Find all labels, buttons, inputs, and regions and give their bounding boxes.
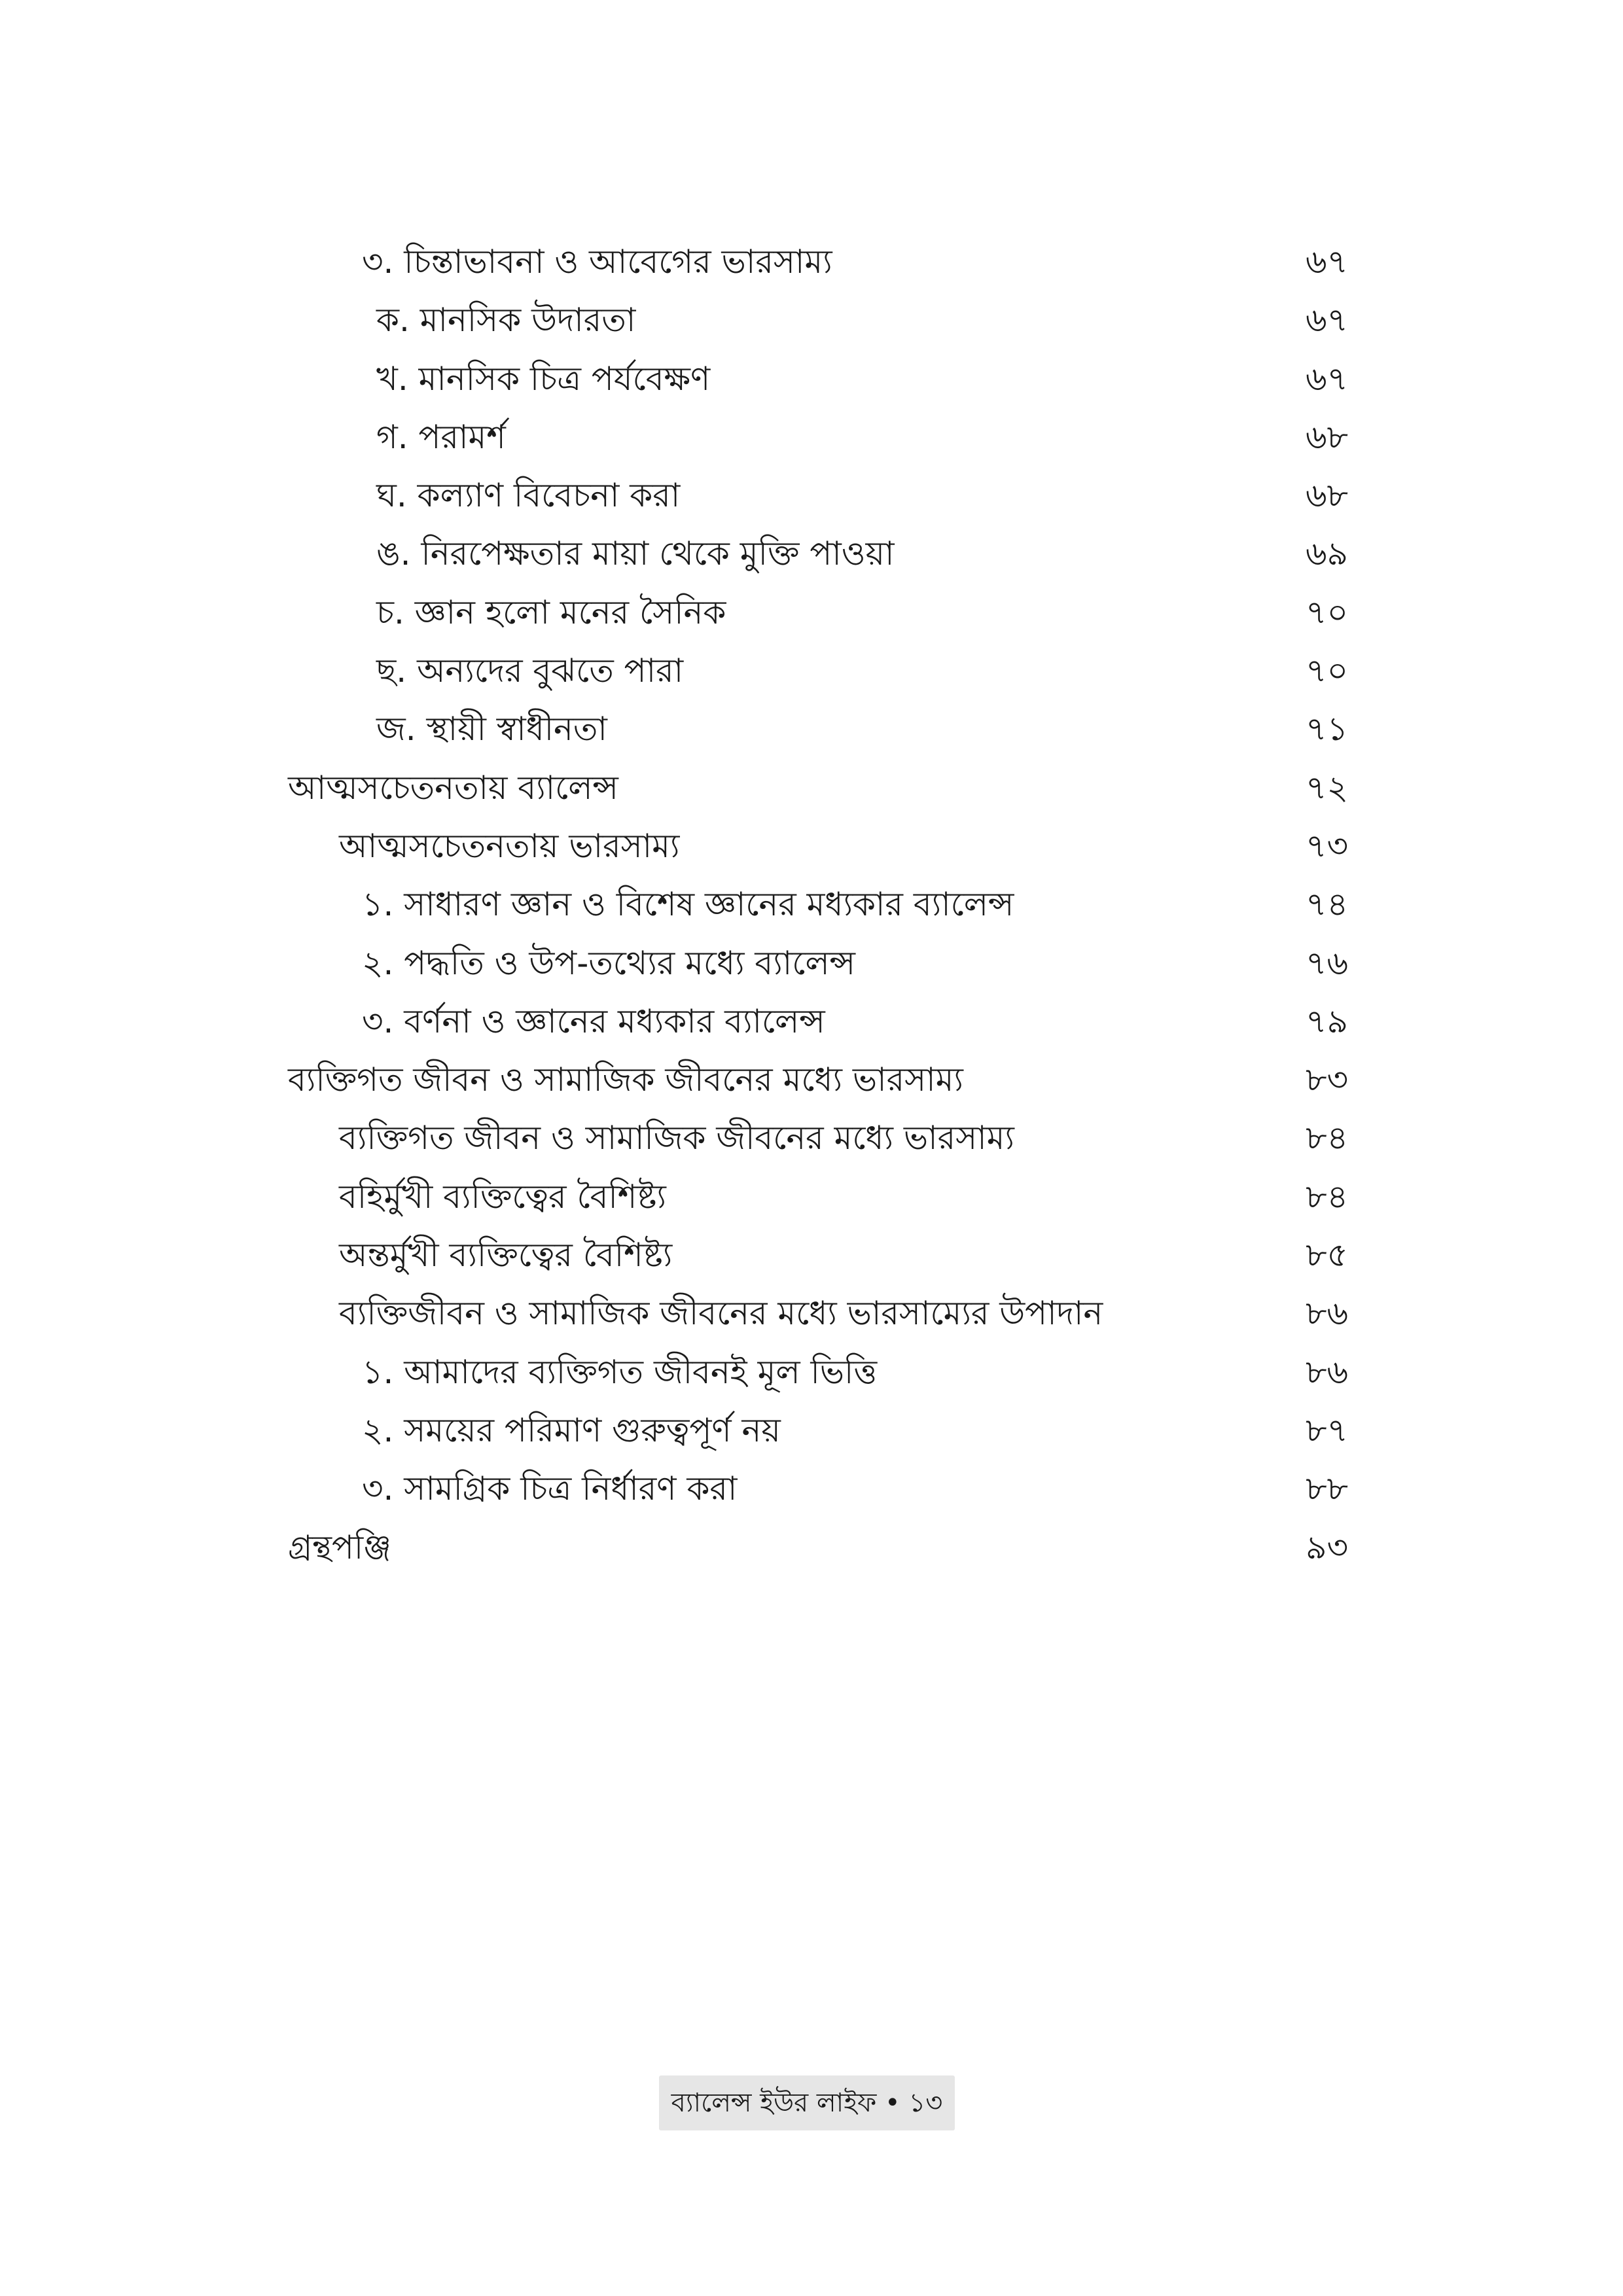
toc-entry-title: ৩. চিন্তাভাবনা ও আবেগের ভারসাম্য (362, 243, 832, 281)
toc-entry-title: আত্মসচেতনতায় ভারসাম্য (339, 826, 680, 865)
toc-entry-page: ৭২ (1305, 768, 1348, 807)
toc-entry (288, 291, 1348, 349)
toc-entry-page: ৮৫ (1306, 1236, 1348, 1275)
toc-entry (288, 525, 1348, 583)
toc-entry (288, 1109, 1348, 1167)
toc-entry-page: ৬৭ (1305, 243, 1348, 281)
toc-entry (288, 1168, 1348, 1226)
toc-entry (288, 934, 1348, 993)
toc-entry-page: ৬৮ (1306, 476, 1348, 515)
toc-entry (288, 817, 1348, 875)
toc-entry (288, 408, 1348, 467)
toc-entry (288, 467, 1348, 525)
toc-entry-title: খ. মানসিক চিত্র পর্যবেক্ষণ (376, 359, 711, 398)
toc-entry (288, 642, 1348, 700)
toc-entry (288, 1343, 1348, 1402)
toc-entry (288, 1226, 1348, 1284)
toc-entry-page: ৮৩ (1306, 1061, 1348, 1099)
toc-entry-title: ক. মানসিক উদারতা (376, 301, 636, 340)
toc-entry-title: ব্যক্তিগত জীবন ও সামাজিক জীবনের মধ্যে ভারসাম্য (339, 1119, 1014, 1157)
toc-entry-page: ৬৭ (1305, 301, 1348, 340)
toc-entry-title: ১. সাধারণ জ্ঞান ও বিশেষ জ্ঞানের মধ্যকার ব্যালেন্স (362, 885, 1014, 924)
toc-entry-title: জ. স্থায়ী স্বাধীনতা (376, 710, 607, 749)
toc-entry-page: ৬৭ (1305, 359, 1348, 398)
toc-entry (288, 993, 1348, 1051)
toc-entry-page: ৭৬ (1305, 944, 1348, 982)
toc-entry (288, 1402, 1348, 1460)
toc-entry (288, 584, 1348, 642)
toc-entry-page: ৮৪ (1306, 1177, 1348, 1216)
toc-entry-page: ৭১ (1306, 710, 1348, 749)
toc-entry-title: ব্যক্তিজীবন ও সামাজিক জীবনের মধ্যে ভারসাম্যের উপাদান (339, 1294, 1103, 1333)
toc-entry (288, 1284, 1348, 1343)
toc-entry (288, 350, 1348, 408)
toc-entry (288, 700, 1348, 758)
toc-entry-page: ৬৯ (1306, 535, 1348, 573)
toc-entry (288, 875, 1348, 934)
toc-entry-page: ৭৪ (1306, 885, 1348, 924)
toc-entry-title: গ. পরামর্শ (376, 417, 506, 456)
toc-section-heading (288, 1051, 1348, 1109)
toc-entry-page: ৭৩ (1305, 826, 1348, 865)
toc-entry-title: ঘ. কল্যাণ বিবেচনা করা (376, 476, 681, 515)
toc-entry-page: ৮৭ (1306, 1411, 1348, 1449)
toc-entry (288, 233, 1348, 291)
toc-entry-title: গ্রন্থপঞ্জি (288, 1528, 391, 1566)
toc-entry-title: অন্তর্মুখী ব্যক্তিত্বের বৈশিষ্ট্য (339, 1236, 673, 1275)
toc-entry-title: ২. সময়ের পরিমাণ গুরুত্বপূর্ণ নয় (362, 1411, 781, 1449)
toc-entry (288, 1460, 1348, 1518)
toc-entry-page: ৮৪ (1306, 1119, 1348, 1157)
toc-entry-title: বহির্মুখী ব্যক্তিত্বের বৈশিষ্ট্য (339, 1177, 666, 1216)
toc-entry-title: ৩. বর্ণনা ও জ্ঞানের মধ্যকার ব্যালেন্স (362, 1002, 825, 1040)
toc-entry-page: ৯৩ (1306, 1528, 1348, 1566)
toc-entry-page: ৮৮ (1306, 1470, 1348, 1508)
toc-entry-page: ৮৬ (1306, 1294, 1348, 1333)
page-footer (659, 2075, 955, 2130)
toc-entry-title: চ. জ্ঞান হলো মনের সৈনিক (376, 593, 726, 631)
toc-entry-title: ঙ. নিরপেক্ষতার মায়া থেকে মুক্তি পাওয়া (376, 535, 895, 573)
toc-entry-page: ৬৮ (1306, 417, 1348, 456)
toc-entry-title: ছ. অন্যদের বুঝতে পারা (376, 652, 684, 690)
toc-section-heading (288, 759, 1348, 817)
toc-entry-title: ২. পদ্ধতি ও উপ-তথ্যের মধ্যে ব্যালেন্স (362, 944, 855, 982)
toc-entry-title: ৩. সামগ্রিক চিত্র নির্ধারণ করা (362, 1470, 738, 1508)
toc-entry-title: ১. আমাদের ব্যক্তিগত জীবনই মূল ভিত্তি (362, 1352, 878, 1391)
toc-section-heading (288, 1519, 1348, 1577)
toc-entry-title: আত্মসচেতনতায় ব্যালেন্স (288, 768, 618, 807)
toc-entry-page: ৮৬ (1306, 1352, 1348, 1391)
toc-entry-page: ৭৯ (1306, 1002, 1348, 1040)
toc-entry-page: ৭০ (1305, 652, 1348, 690)
footer-text: ব্যালেন্স ইউর লাইফ • ১৩ (671, 2088, 943, 2118)
toc-entry-page: ৭০ (1305, 593, 1348, 631)
toc-entry-title: ব্যক্তিগত জীবন ও সামাজিক জীবনের মধ্যে ভারসাম্য (288, 1061, 963, 1099)
table-of-contents (288, 233, 1348, 1577)
